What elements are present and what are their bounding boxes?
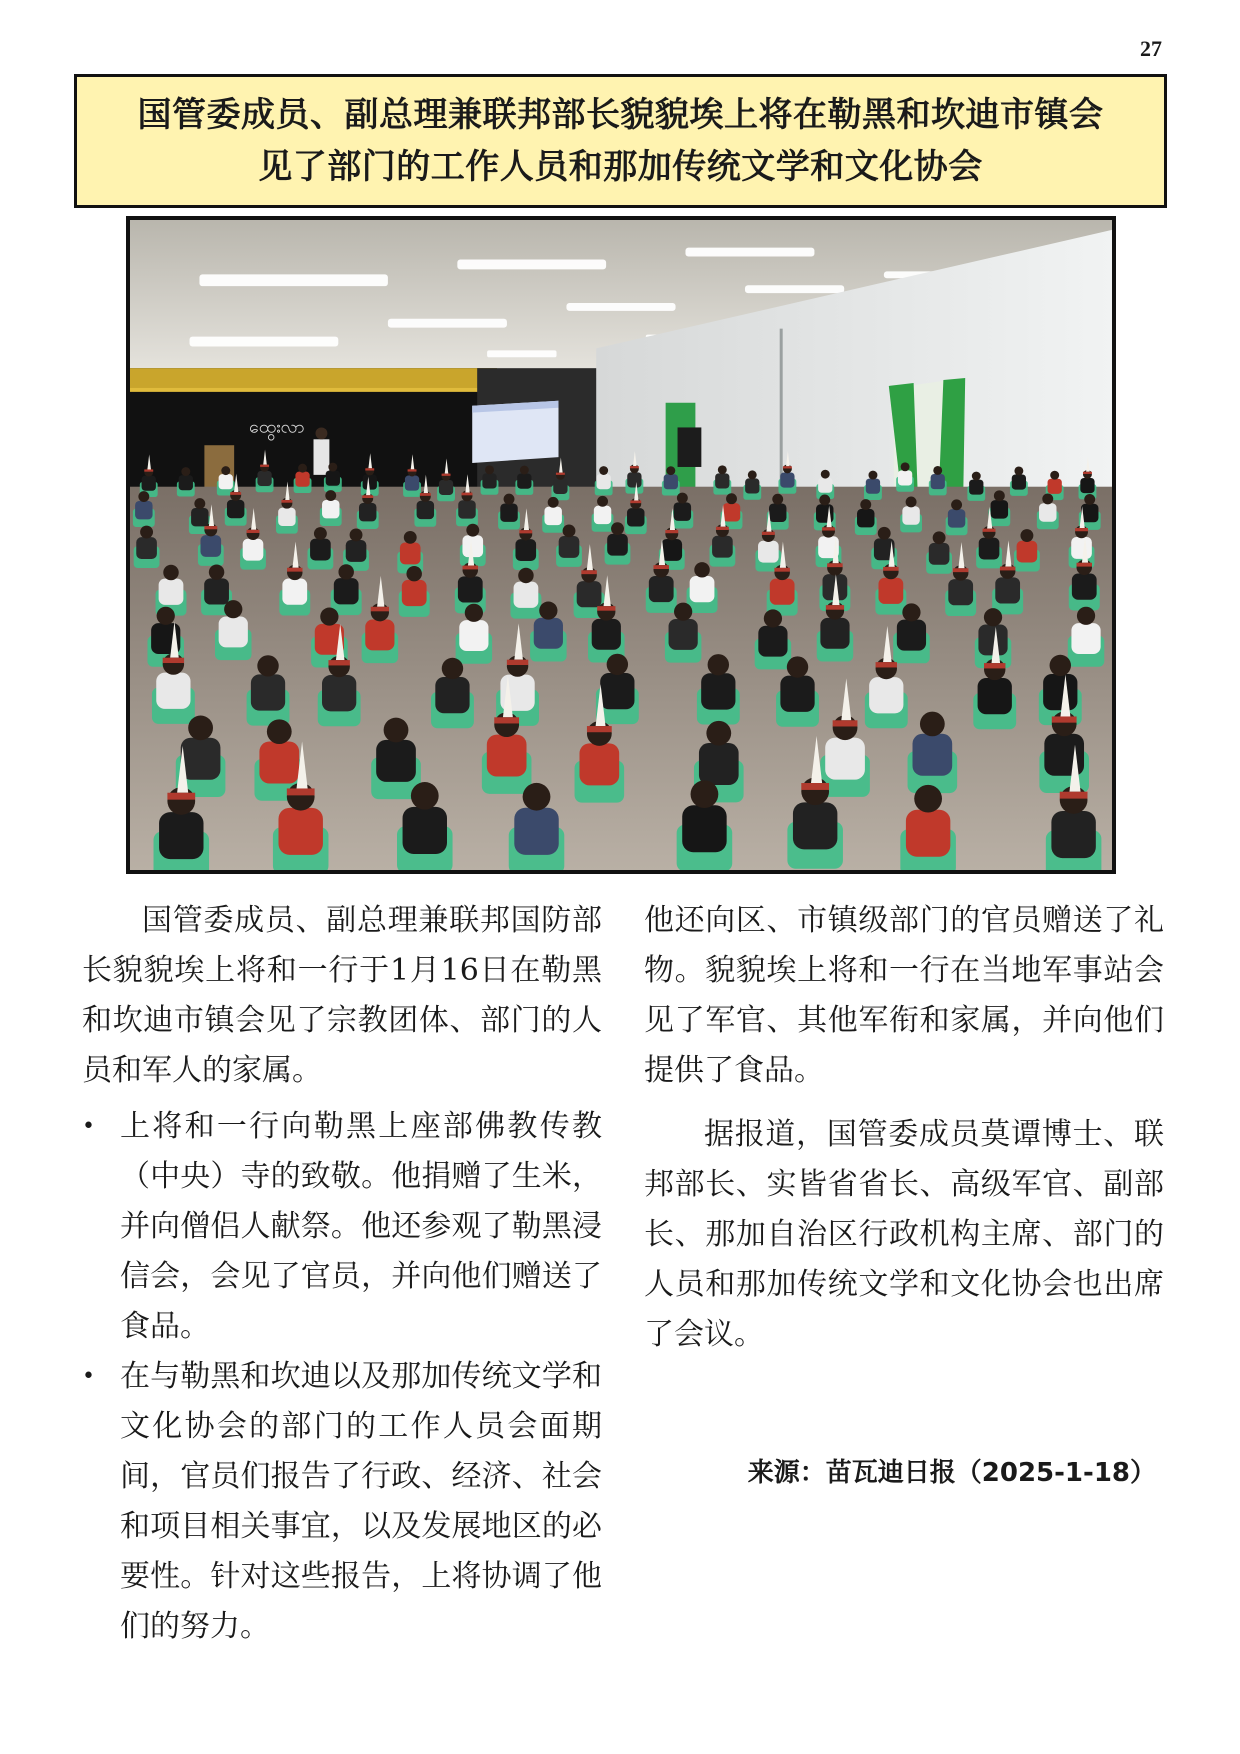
headline-box	[74, 74, 1167, 208]
source-credit: 来源：苗瓦迪日报（2025-1-18）	[747, 1458, 1156, 1488]
bullet-item	[82, 1352, 602, 1652]
bullet-item	[82, 1102, 602, 1352]
intro-paragraph: 国管委成员、副总理兼联邦国防部长貌貌埃上将和一行于1月16日在勒黑和坎迪市镇会见了宗教团体、部门的人员和军人的家属。	[82, 903, 602, 1088]
speaker	[678, 427, 702, 467]
bullet-text: 上将和一行向勒黑上座部佛教传教（中央）寺的致敬。他捐赠了生米，并向僧侣人献祭。他还参观了勒黑浸信会，会见了官员，并向他们赠送了食品。	[120, 1109, 602, 1344]
left-column	[82, 896, 602, 1652]
headline-line-1: 国管委成员、副总理兼联邦部长貌貌埃上将在勒黑和坎迪市镇会	[137, 95, 1104, 135]
gold-curtain	[130, 368, 497, 390]
continued-paragraph: 他还向区、市镇级部门的官员赠送了礼物。貌貌埃上将和一行在当地军事站会见了军官、其他军衔和家属，并向他们提供了食品。	[644, 903, 1164, 1088]
bullet-text: 在与勒黑和坎迪以及那加传统文学和文化协会的部门的工作人员会面期间，官员们报告了行政、经济、社会和项目相关事宜，以及发展地区的必要性。针对这些报告，上将协调了他们的努力。	[120, 1359, 602, 1644]
bullet-dot-icon: •	[82, 1364, 95, 1389]
bullet-list	[82, 1102, 602, 1652]
page-number: 27	[1140, 36, 1162, 61]
right-column	[644, 896, 1164, 1360]
bullet-dot-icon: •	[82, 1114, 95, 1139]
event-photo	[126, 216, 1116, 874]
attendees-paragraph: 据报道，国管委成员莫谭博士、联邦部长、实皆省省长、高级军官、副部长、那加自治区行政机构主席、部门的人员和那加传统文学和文化协会也出席了会议。	[644, 1117, 1164, 1352]
event-photo-illustration	[130, 220, 1112, 870]
headline-line-2: 见了部门的工作人员和那加传统文学和文化协会	[258, 147, 983, 187]
stage-sign: ထွေးလာ	[249, 416, 305, 438]
